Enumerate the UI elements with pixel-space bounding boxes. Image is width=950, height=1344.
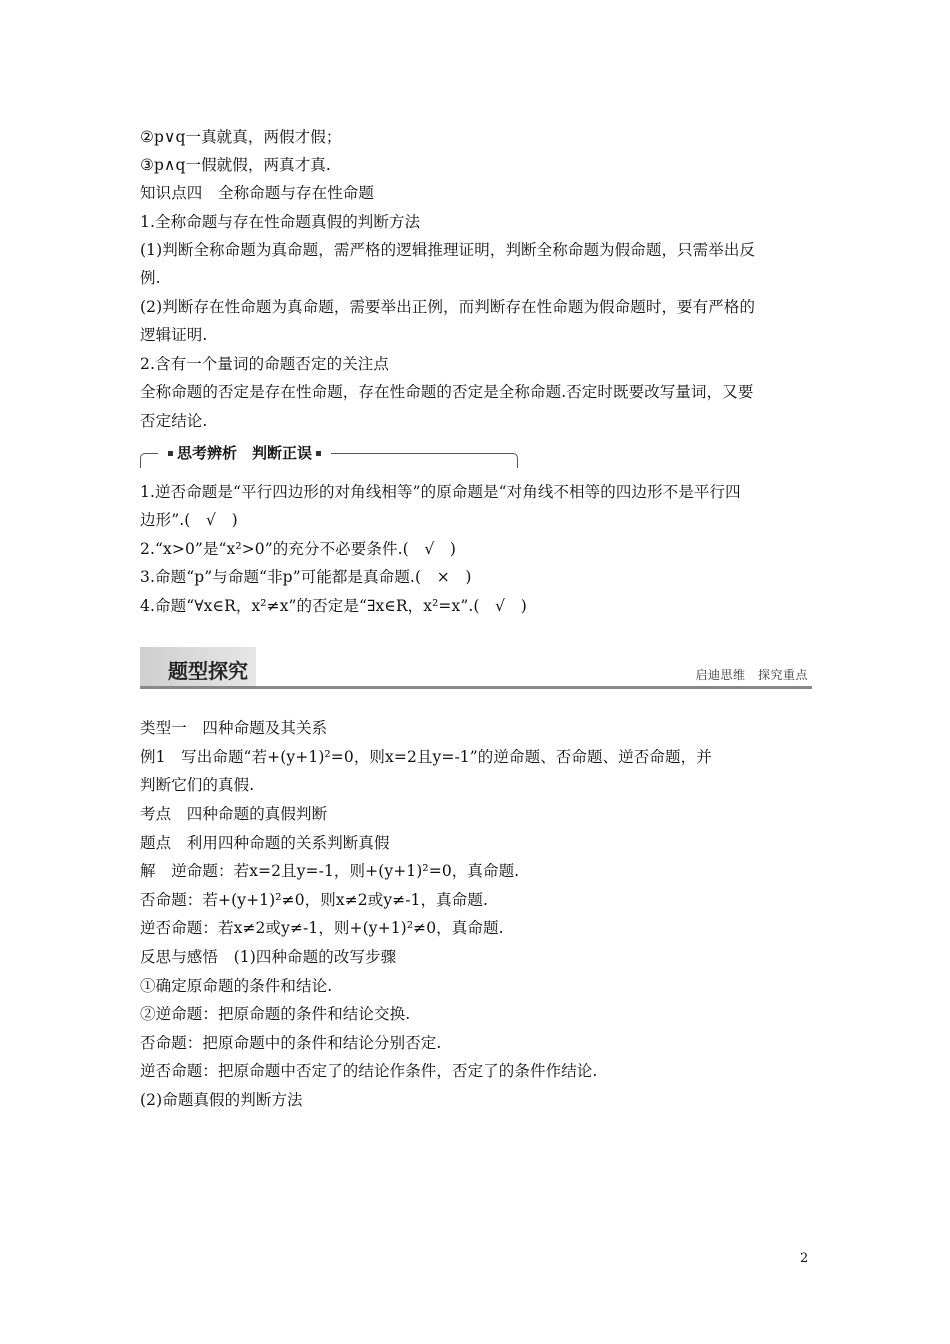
think-box-title-text: 思考辨析 判断正误 bbox=[177, 444, 313, 462]
text-line: 判断它们的真假. bbox=[140, 776, 255, 794]
section-title: 题型探究 bbox=[168, 659, 248, 683]
text-line: 例. bbox=[140, 269, 161, 287]
text-line: 否定结论. bbox=[140, 412, 208, 430]
judge-item: 4.命题“∀x∈R，x²≠x”的否定是“∃x∈R，x²=x”.( √ ) bbox=[140, 597, 527, 615]
text-line: 全称命题的否定是存在性命题，存在性命题的否定是全称命题.否定时既要改写量词，又要 bbox=[140, 383, 754, 401]
text-line: 2.含有一个量词的命题否定的关注点 bbox=[140, 355, 389, 373]
text-line: ②逆命题：把原命题的条件和结论交换. bbox=[140, 1005, 411, 1023]
text-line: (2)判断存在性命题为真命题，需要举出正例，而判断存在性命题为假命题时，要有严格的 bbox=[140, 298, 756, 316]
text-line: ②p∨q一真就真，两假才假； bbox=[140, 128, 342, 146]
judge-item: 边形”.( √ ) bbox=[140, 511, 238, 529]
text-line: 例1 写出命题“若+(y+1)²=0，则x=2且y=-1”的逆命题、否命题、逆否命题，并 bbox=[140, 748, 712, 766]
text-line: (1)判断全称命题为真命题，需严格的逻辑推理证明，判断全称命题为假命题，只需举出反 bbox=[140, 241, 756, 259]
text-line: 题点 利用四种命题的关系判断真假 bbox=[140, 834, 390, 852]
text-line: ③p∧q一假就假，两真才真. bbox=[140, 156, 331, 174]
text-line: 1.全称命题与存在性命题真假的判断方法 bbox=[140, 213, 421, 231]
judge-item: 2.“x>0”是“x²>0”的充分不必要条件.( √ ) bbox=[140, 540, 457, 558]
text-line: 反思与感悟 (1)四种命题的改写步骤 bbox=[140, 948, 397, 966]
text-line: 否命题：把原命题中的条件和结论分别否定. bbox=[140, 1034, 442, 1052]
square-bullet-icon bbox=[316, 451, 321, 456]
square-bullet-icon bbox=[168, 451, 173, 456]
subsection-heading: 知识点四 全称命题与存在性命题 bbox=[140, 184, 375, 202]
think-box-title bbox=[158, 445, 331, 461]
text-line: 逆否命题：若x≠2或y≠-1，则+(y+1)²≠0，真命题. bbox=[140, 919, 504, 937]
section-rule bbox=[140, 686, 812, 689]
judge-item: 1.逆否命题是“平行四边形的对角线相等”的原命题是“对角线不相等的四边形不是平行四 bbox=[140, 483, 741, 501]
text-line: 否命题：若+(y+1)²≠0，则x≠2或y≠-1，真命题. bbox=[140, 891, 489, 909]
text-line: 逻辑证明. bbox=[140, 326, 208, 344]
text-line: 逆否命题：把原命题中否定了的结论作条件，否定了的条件作结论. bbox=[140, 1062, 598, 1080]
page-number: 2 bbox=[800, 1251, 809, 1266]
text-line: 解 逆命题：若x=2且y=-1，则+(y+1)²=0，真命题. bbox=[140, 862, 520, 880]
section-banner bbox=[140, 647, 812, 689]
section-subtitle: 启迪思维 探究重点 bbox=[695, 668, 808, 682]
think-box-header bbox=[140, 445, 518, 467]
judge-item: 3.命题“p”与命题“非p”可能都是真命题.( × ) bbox=[140, 568, 472, 586]
text-line: 考点 四种命题的真假判断 bbox=[140, 805, 328, 823]
type-heading: 类型一 四种命题及其关系 bbox=[140, 719, 328, 737]
text-line: ①确定原命题的条件和结论. bbox=[140, 977, 333, 995]
text-line: (2)命题真假的判断方法 bbox=[140, 1091, 303, 1109]
